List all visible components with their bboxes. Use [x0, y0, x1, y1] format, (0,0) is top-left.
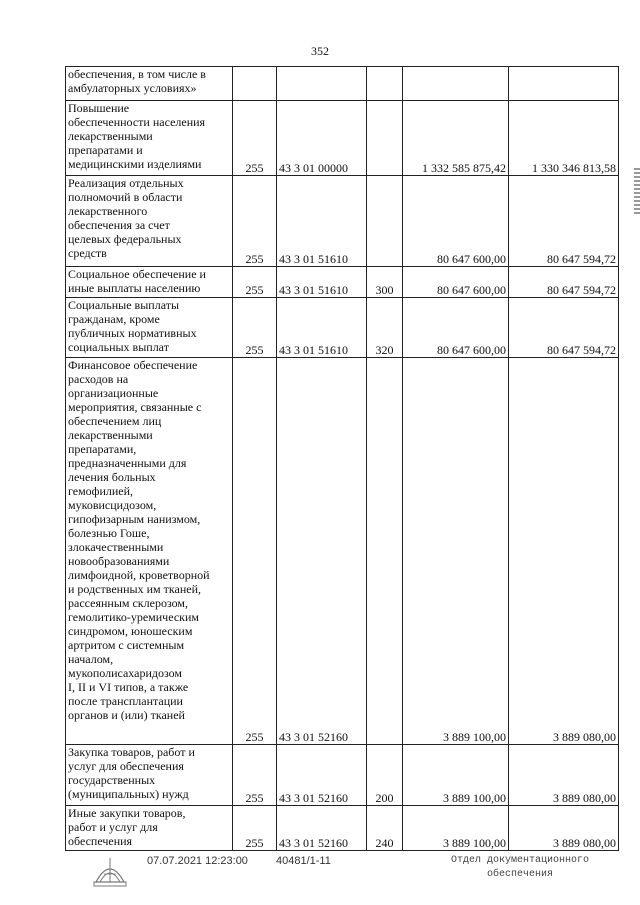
actual-amount-cell: 80 647 594,72 [509, 176, 619, 267]
table-row [66, 101, 619, 176]
actual-amount-cell: 1 330 346 813,58 [509, 101, 619, 176]
expense-name-line: работ и услуг для [68, 820, 158, 834]
expense-name-line: публичных нормативных [68, 326, 197, 340]
table-row [66, 358, 619, 745]
expense-name-line: иные выплаты населению [68, 281, 201, 295]
expense-name-line: гемофилией, [68, 484, 134, 498]
expense-name-line: услуг для обеспечения [68, 759, 184, 773]
expense-name-line: I, II и VI типов, а также [68, 680, 189, 694]
expense-name-line: лекарственными [68, 129, 153, 143]
csr-cell: 43 3 01 52160 [277, 745, 367, 806]
expense-name-line: артритом с системным [68, 638, 185, 652]
grbs-cell: 255 [233, 806, 277, 851]
expense-name-line: лекарственного [68, 204, 148, 218]
expense-name-line: Иные закупки товаров, [68, 806, 186, 820]
expense-name-line: социальных выплат [68, 340, 169, 354]
expense-name-line: средств [68, 246, 107, 260]
planned-amount-cell: 80 647 600,00 [403, 176, 509, 267]
table-row [66, 745, 619, 806]
expense-name-cell [66, 358, 233, 745]
vr-cell: 320 [367, 298, 403, 358]
expense-name-line: обеспечением лиц [68, 414, 162, 428]
csr-cell: 43 3 01 00000 [277, 101, 367, 176]
expense-name-line: муковисцидозом, [68, 498, 157, 512]
grbs-cell: 255 [233, 745, 277, 806]
planned-amount-cell [403, 67, 509, 101]
expense-name-line: и родственных им тканей, [68, 582, 201, 596]
planned-amount-cell: 1 332 585 875,42 [403, 101, 509, 176]
expense-name-cell [66, 67, 233, 101]
csr-cell: 43 3 01 51610 [277, 298, 367, 358]
csr-cell: 43 3 01 51610 [277, 176, 367, 267]
planned-amount-cell: 3 889 100,00 [403, 806, 509, 851]
vr-cell [367, 358, 403, 745]
grbs-cell [233, 67, 277, 101]
expense-name-line: препаратами, [68, 442, 137, 456]
vr-cell: 300 [367, 267, 403, 298]
expense-name-line: Повышение [68, 101, 130, 115]
expense-name-line: мукополисахаридозом [68, 666, 183, 680]
page-number: 352 [311, 44, 329, 58]
expense-name-cell [66, 101, 233, 176]
grbs-cell: 255 [233, 267, 277, 298]
expense-name-cell [66, 176, 233, 267]
planned-amount-cell: 3 889 100,00 [403, 745, 509, 806]
expense-name-line: синдромом, юношеским [68, 624, 193, 638]
table-row [66, 806, 619, 851]
expense-name-line: гемолитико-уремическим [68, 610, 199, 624]
expense-name-line: злокачественными [68, 540, 164, 554]
expense-name-line: обеспечения, в том числе в [68, 67, 206, 81]
expense-name-line: (муниципальных) нужд [68, 787, 189, 801]
budget-table [65, 66, 619, 851]
expense-name-line: предназначенными для [68, 456, 187, 470]
expense-name-line: новообразованиями [68, 554, 170, 568]
expense-name-line: государственных [68, 773, 156, 787]
expense-name-cell [66, 267, 233, 298]
table-row [66, 267, 619, 298]
expense-name-cell [66, 298, 233, 358]
csr-cell: 43 3 01 52160 [277, 806, 367, 851]
planned-amount-cell: 80 647 600,00 [403, 298, 509, 358]
expense-name-line: амбулаторных условиях» [68, 81, 197, 95]
expense-name-cell [66, 806, 233, 851]
expense-name-line: медицинскими изделиями [68, 157, 202, 171]
expense-name-line: обеспеченности населения [68, 115, 206, 129]
emblem-icon [90, 852, 130, 888]
expense-name-line: лечения больных [68, 470, 156, 484]
expense-name-line: препаратами и [68, 143, 143, 157]
expense-name-line: болезнью Гоше, [68, 526, 150, 540]
table-row [66, 176, 619, 267]
expense-name-line: после трансплантации [68, 694, 183, 708]
stamp-line-2: обеспечения [486, 869, 553, 880]
grbs-cell: 255 [233, 298, 277, 358]
vr-cell [367, 67, 403, 101]
footer-date: 07.07.2021 12:23:00 [147, 855, 248, 867]
expense-name-line: Финансовое обеспечение [68, 358, 198, 372]
table-row [66, 67, 619, 101]
expense-name-line: Социальное обеспечение и [68, 267, 206, 281]
actual-amount-cell: 3 889 080,00 [509, 358, 619, 745]
csr-cell: 43 3 01 52160 [277, 358, 367, 745]
grbs-cell: 255 [233, 176, 277, 267]
expense-name-line: рассеянным склерозом, [68, 596, 188, 610]
planned-amount-cell: 80 647 600,00 [403, 267, 509, 298]
footer-doc-id: 40481/1-11 [276, 855, 331, 867]
expense-name-line: организационные [68, 386, 159, 400]
vr-cell: 240 [367, 806, 403, 851]
vr-cell [367, 176, 403, 267]
stamp-line-1: Отдел документационного [450, 855, 590, 866]
scan-edge-mark [634, 168, 640, 216]
expense-name-line: гипофизарным нанизмом, [68, 512, 201, 526]
csr-cell: 43 3 01 51610 [277, 267, 367, 298]
expense-name-line: обеспечения [68, 834, 133, 848]
vr-cell: 200 [367, 745, 403, 806]
expense-name-cell [66, 745, 233, 806]
actual-amount-cell: 80 647 594,72 [509, 267, 619, 298]
expense-name-line: Реализация отдельных [68, 176, 184, 190]
expense-name-line: Социальные выплаты [68, 298, 180, 312]
actual-amount-cell: 3 889 080,00 [509, 745, 619, 806]
table-row [66, 298, 619, 358]
expense-name-line: Закупка товаров, работ и [68, 745, 195, 759]
vr-cell [367, 101, 403, 176]
department-stamp [445, 854, 595, 882]
expense-name-line: обеспечения за счет [68, 218, 170, 232]
grbs-cell: 255 [233, 358, 277, 745]
csr-cell [277, 67, 367, 101]
expense-name-line: расходов на [68, 372, 129, 386]
planned-amount-cell: 3 889 100,00 [403, 358, 509, 745]
expense-name-line: целевых федеральных [68, 232, 182, 246]
expense-name-line: лимфоидной, кроветворной [68, 568, 210, 582]
actual-amount-cell: 3 889 080,00 [509, 806, 619, 851]
expense-name-line: началом, [68, 652, 114, 666]
actual-amount-cell: 80 647 594,72 [509, 298, 619, 358]
expense-name-line: лекарственными [68, 428, 153, 442]
expense-name-line: мероприятия, связанные с [68, 400, 202, 414]
expense-name-line: полномочий в области [68, 190, 183, 204]
actual-amount-cell [509, 67, 619, 101]
grbs-cell: 255 [233, 101, 277, 176]
expense-name-line: гражданам, кроме [68, 312, 160, 326]
expense-name-line: органов и (или) тканей [68, 708, 185, 722]
